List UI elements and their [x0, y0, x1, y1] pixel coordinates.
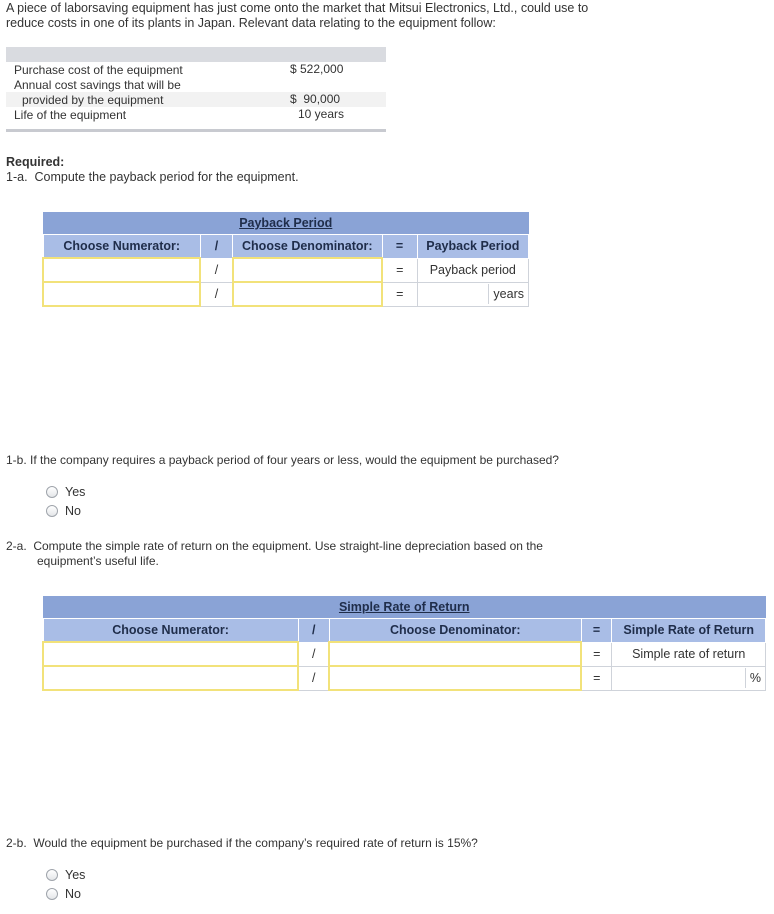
- rate-denominator-header: Choose Denominator:: [329, 619, 581, 643]
- payback-title-cell: [43, 212, 529, 235]
- percent-unit: %: [745, 668, 765, 688]
- payback-equals-header: =: [382, 235, 417, 259]
- payback-equals-1: =: [382, 258, 417, 282]
- q2b-yes-label[interactable]: Yes: [65, 868, 86, 882]
- payback-period-label: Payback period: [417, 258, 528, 282]
- question-1b: 1-b. If the company requires a payback period of four years or less, would the equipment be purchased?: [6, 453, 559, 467]
- rate-denominator-select-1[interactable]: [329, 642, 581, 666]
- rate-result-header: Simple Rate of Return: [612, 619, 766, 643]
- annual-savings-label-line2: provided by the equipment: [22, 93, 164, 107]
- q1b-yes-label[interactable]: Yes: [65, 485, 86, 499]
- rate-table-title: Simple Rate of Return: [338, 600, 470, 614]
- question-2a-line2: equipment’s useful life.: [37, 554, 159, 568]
- question-2a: [6, 539, 543, 569]
- payback-denominator-input-2[interactable]: [233, 282, 382, 306]
- payback-slash-header: /: [200, 235, 232, 259]
- rate-numerator-select-1[interactable]: [43, 642, 298, 666]
- q2b-yes-radio[interactable]: [46, 869, 58, 881]
- payback-denominator-header: Choose Denominator:: [233, 235, 382, 259]
- question-2a-line1: 2-a. Compute the simple rate of return on the equipment. Use straight-line depreciation based on the: [6, 539, 543, 553]
- payback-numerator-select-1[interactable]: [43, 258, 200, 282]
- payback-slash-2: /: [200, 282, 232, 306]
- simple-rate-table: [42, 596, 766, 691]
- payback-denominator-select-1[interactable]: [233, 258, 382, 282]
- annual-savings-value: $ 90,000: [290, 92, 341, 106]
- q1b-yes-radio[interactable]: [46, 486, 58, 498]
- q1b-no-radio[interactable]: [46, 505, 58, 517]
- data-table-header-bar: [6, 47, 386, 62]
- payback-result-header: Payback Period: [417, 235, 528, 259]
- required-heading: Required:: [6, 155, 65, 169]
- rate-denominator-input-2[interactable]: [329, 666, 581, 690]
- rate-equals-2: =: [581, 666, 612, 690]
- rate-slash-header: /: [298, 619, 329, 643]
- payback-equals-2: =: [382, 282, 417, 306]
- q2b-no-label[interactable]: No: [65, 887, 81, 901]
- question-2b: 2-b. Would the equipment be purchased if the company’s required rate of return is 15%?: [6, 836, 478, 850]
- rate-result-label: Simple rate of return: [612, 642, 766, 666]
- purchase-cost-value: $ 522,000: [290, 62, 344, 76]
- intro-paragraph: [6, 1, 646, 31]
- payback-slash-1: /: [200, 258, 232, 282]
- q2b-no-radio[interactable]: [46, 888, 58, 900]
- rate-slash-1: /: [298, 642, 329, 666]
- payback-numerator-input-2[interactable]: [43, 282, 200, 306]
- data-table-bottom-rule: [6, 129, 386, 132]
- rate-title-cell: [43, 596, 766, 619]
- payback-answer-input[interactable]: [417, 282, 528, 306]
- required-section: [6, 155, 299, 185]
- rate-slash-2: /: [298, 666, 329, 690]
- years-unit: years: [488, 284, 528, 304]
- life-label: Life of the equipment: [14, 108, 127, 122]
- rate-numerator-input-2[interactable]: [43, 666, 298, 690]
- question-1a: 1-a. Compute the payback period for the equipment.: [6, 170, 299, 184]
- purchase-cost-label: Purchase cost of the equipment: [14, 63, 183, 77]
- annual-savings-label-line1: Annual cost savings that will be: [14, 78, 181, 92]
- payback-numerator-header: Choose Numerator:: [43, 235, 200, 259]
- q1b-no-label[interactable]: No: [65, 504, 81, 518]
- rate-equals-1: =: [581, 642, 612, 666]
- rate-equals-header: =: [581, 619, 612, 643]
- life-value: 10 years: [298, 107, 345, 121]
- payback-table-title: Payback Period: [239, 216, 333, 230]
- payback-period-table: [42, 212, 529, 307]
- equipment-data-table: [6, 47, 386, 133]
- rate-answer-input[interactable]: [612, 666, 766, 690]
- intro-line-2: reduce costs in one of its plants in Japan. Relevant data relating to the equipment follow:: [6, 16, 496, 30]
- intro-line-1: A piece of laborsaving equipment has just come onto the market that Mitsui Electronics, Ltd., could use to: [6, 1, 589, 15]
- rate-numerator-header: Choose Numerator:: [43, 619, 298, 643]
